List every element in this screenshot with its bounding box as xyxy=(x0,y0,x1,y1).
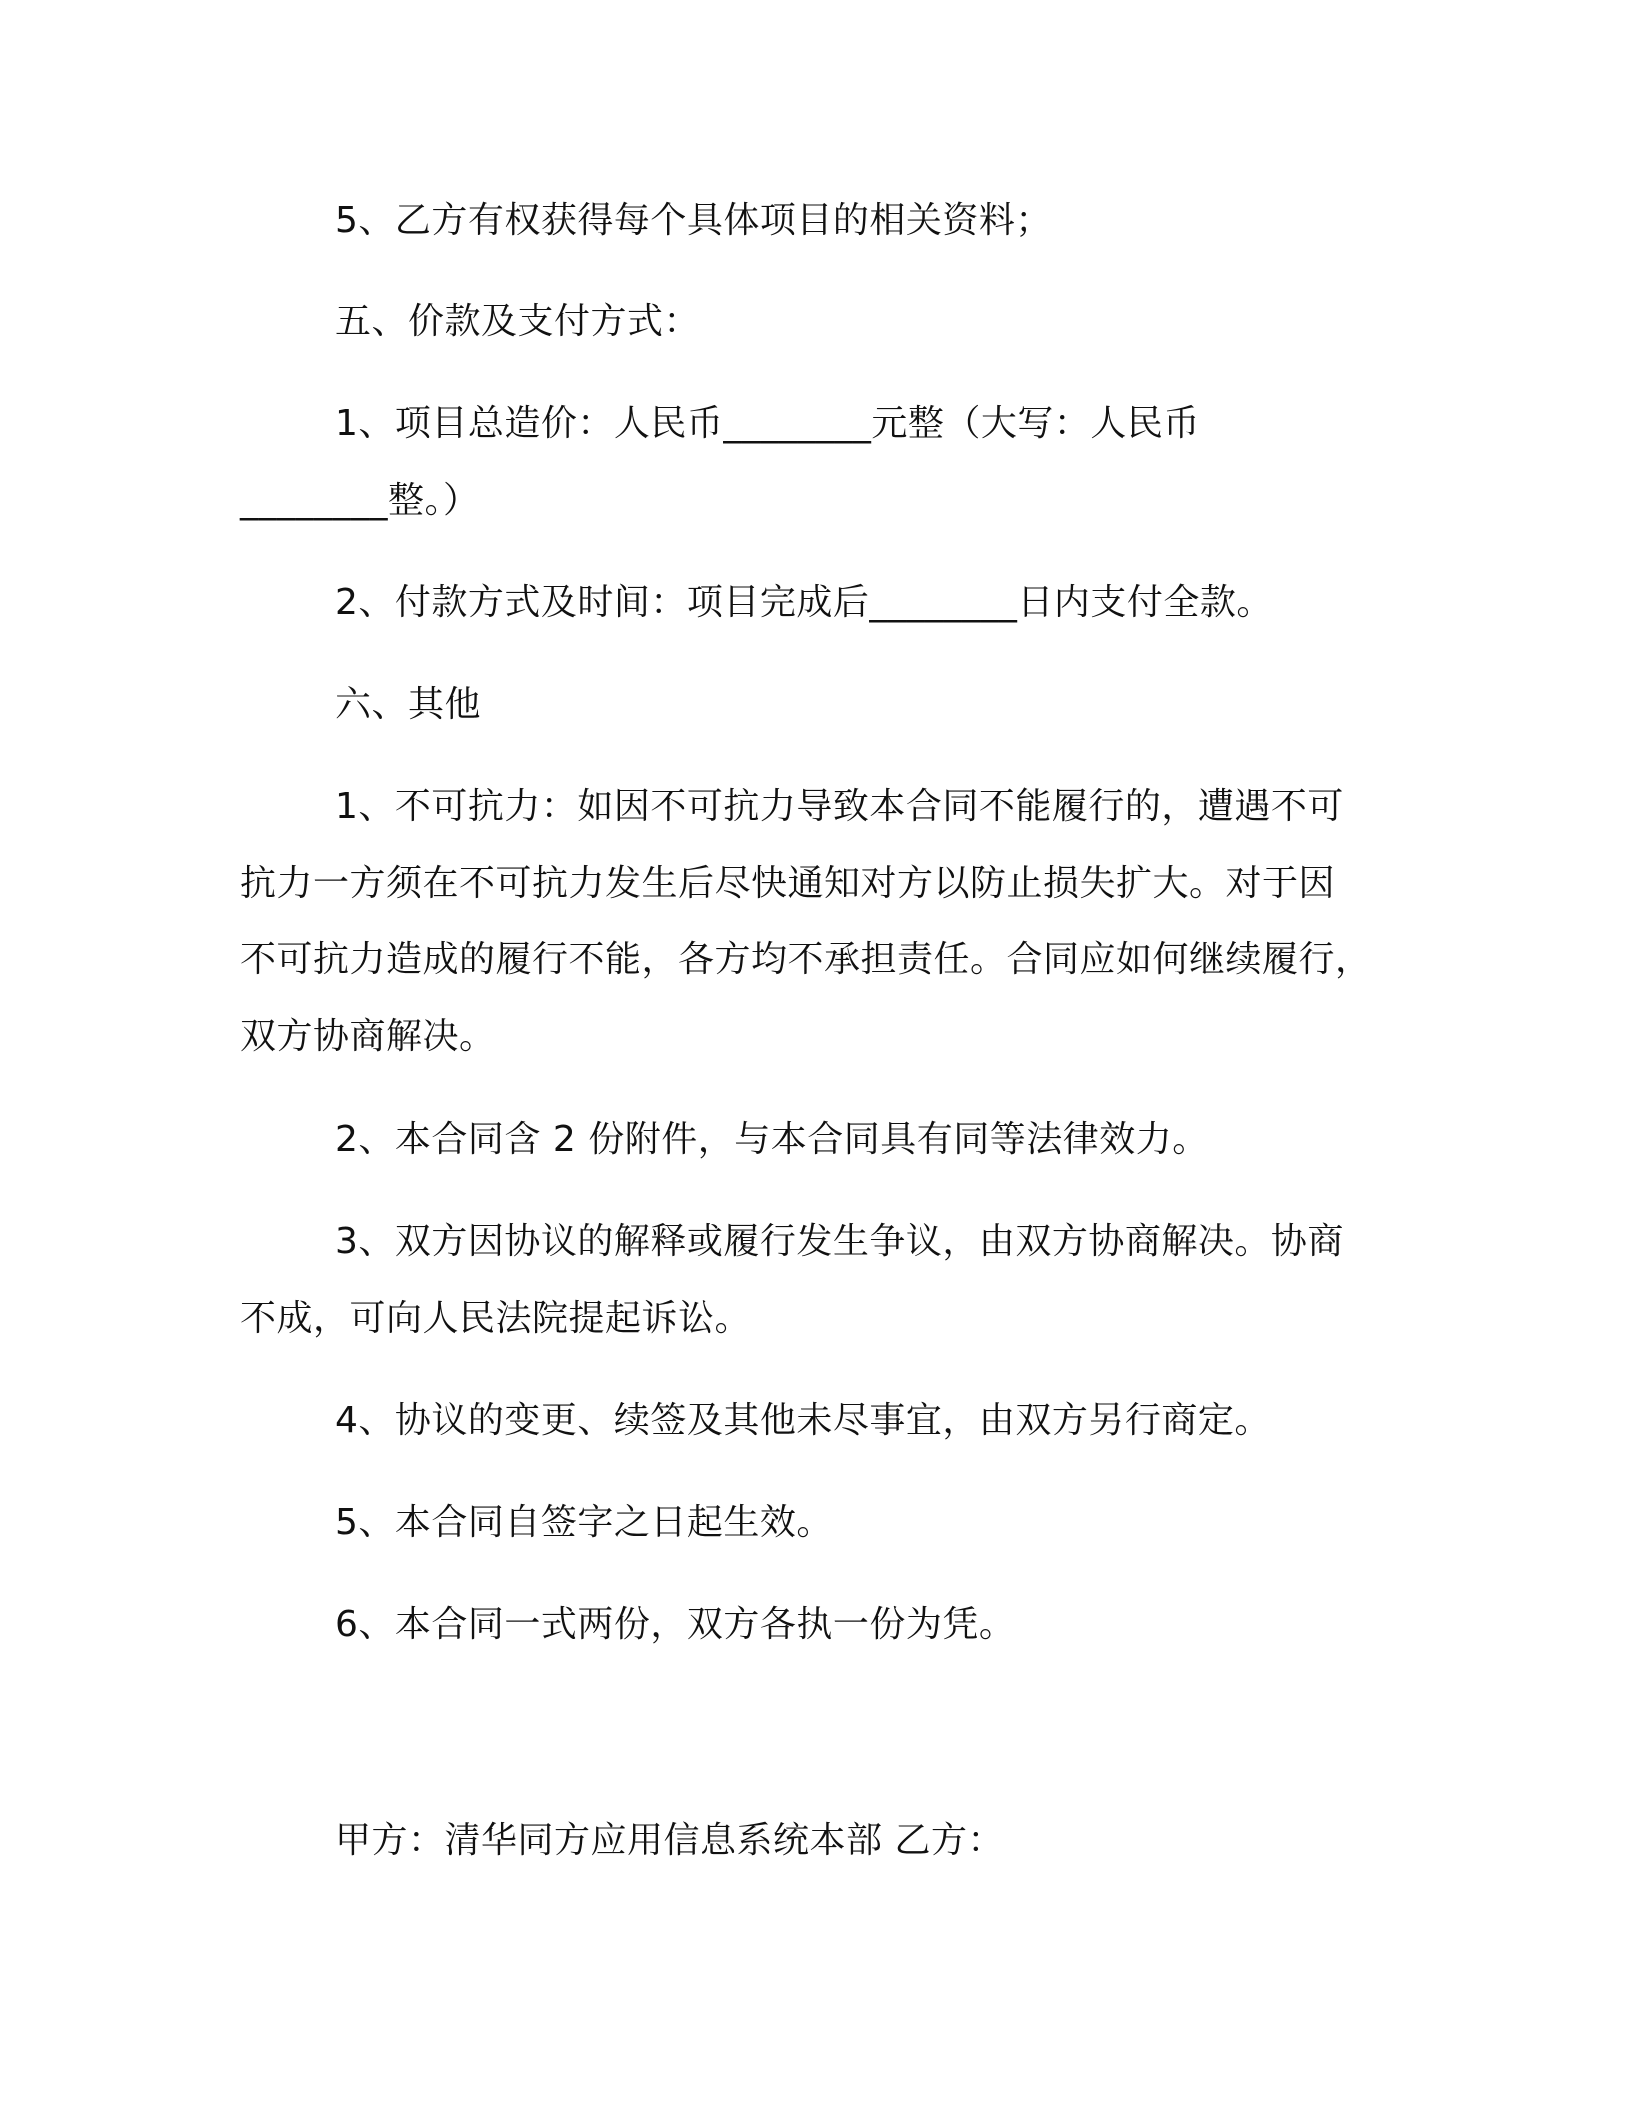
section-6-heading: 六、其他 xyxy=(335,684,482,725)
clause-2-payment: 2、付款方式及时间：项目完成后________日内支付全款。 xyxy=(335,582,1273,623)
signature-parties: 甲方：清华同方应用信息系统本部 乙方： xyxy=(335,1820,1004,1861)
section-5-heading: 五、价款及支付方式： xyxy=(335,301,701,342)
clause-4-amendments: 4、协议的变更、续签及其他未尽事宜，由双方另行商定。 xyxy=(335,1400,1271,1441)
clause-6-copies: 6、本合同一式两份，双方各执一份为凭。 xyxy=(335,1604,1016,1645)
clause-1-total-price-cont: ________整。） xyxy=(240,480,480,521)
clause-1-total-price: 1、项目总造价：人民币________元整（大写：人民币 xyxy=(335,403,1200,444)
clause-3-disputes: 3、双方因协议的解释或履行发生争议，由双方协商解决。协商 xyxy=(335,1221,1344,1262)
clause-5-effective: 5、本合同自签字之日起生效。 xyxy=(335,1502,833,1543)
clause-1-force-majeure: 1、不可抗力：如因不可抗力导致本合同不能履行的，遭遇不可 xyxy=(335,786,1344,827)
clause-3-disputes-cont: 不成，可向人民法院提起诉讼。 xyxy=(240,1298,752,1339)
clause-1-force-majeure-cont-3: 双方协商解决。 xyxy=(240,1016,496,1057)
clause-1-force-majeure-cont-2: 不可抗力造成的履行不能，各方均不承担责任。合同应如何继续履行， xyxy=(240,939,1372,980)
clause-2-attachments: 2、本合同含 2 份附件，与本合同具有同等法律效力。 xyxy=(335,1119,1209,1160)
clause-5-materials: 5、乙方有权获得每个具体项目的相关资料； xyxy=(335,200,1052,241)
clause-1-force-majeure-cont-1: 抗力一方须在不可抗力发生后尽快通知对方以防止损失扩大。对于因 xyxy=(240,863,1336,904)
